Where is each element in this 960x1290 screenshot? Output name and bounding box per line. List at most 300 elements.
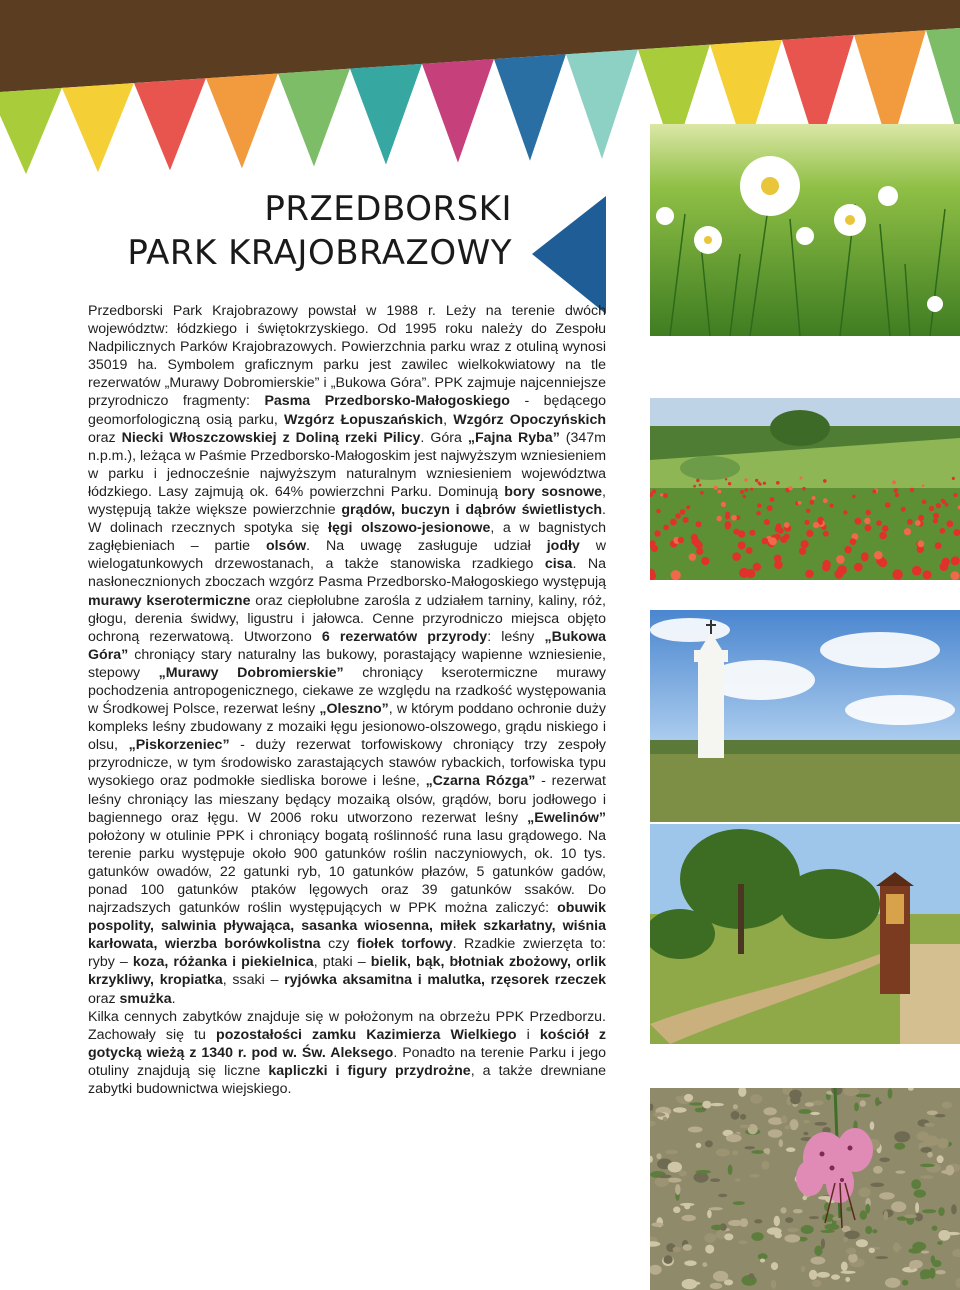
poppy-dot	[767, 505, 773, 511]
gravel-stone	[942, 1102, 952, 1109]
poppy-dot	[804, 520, 809, 525]
gravel-stone	[740, 1218, 748, 1227]
poppy-dot	[834, 570, 843, 579]
gravel-stone	[704, 1233, 716, 1243]
gravel-stone	[716, 1149, 730, 1157]
gravel-stone	[924, 1123, 935, 1127]
gravel-stone	[946, 1165, 955, 1176]
gravel-stone	[860, 1210, 867, 1220]
gravel-stone	[902, 1280, 908, 1286]
gravel-stone	[710, 1283, 722, 1289]
text-run: . Ponadto na terenie Parku i jego otuliny znajdują się liczne	[88, 1044, 606, 1079]
bold-text-run: cisa	[544, 556, 573, 573]
poppy-dot	[689, 553, 697, 561]
poppy-dot	[941, 499, 945, 503]
gravel-stone	[843, 1237, 848, 1242]
gravel-stone	[798, 1109, 811, 1114]
gravel-stone	[879, 1158, 890, 1163]
gravel-stone	[917, 1131, 929, 1140]
gravel-stone	[937, 1241, 942, 1245]
gravel-stone	[664, 1255, 673, 1264]
gravel-stone	[655, 1177, 669, 1187]
gravel-stone	[932, 1226, 938, 1231]
gravel-stone	[733, 1104, 738, 1109]
bold-text-run: Pasma Przedborsko-Małogoskiego	[264, 393, 510, 410]
gravel-stone	[735, 1178, 741, 1181]
poppy-dot	[721, 502, 726, 507]
gravel-stone	[877, 1101, 882, 1104]
text-run: chroniący stary naturalny las bukowy, porastający wapienne wzniesienie, stepowy	[88, 646, 606, 681]
gravel-stone	[848, 1253, 858, 1262]
poppy-dot	[801, 540, 809, 548]
poppy-dot	[654, 530, 660, 536]
poppy-dot	[701, 557, 709, 565]
text-run: - będącego geomorfologiczną osią parku,	[88, 393, 606, 428]
gravel-stone	[744, 1146, 755, 1149]
poppy-dot	[738, 541, 746, 549]
poppy-dot	[784, 522, 790, 528]
gravel-stone	[860, 1100, 866, 1107]
bold-text-run: jodły	[546, 538, 580, 555]
gravel-stone	[817, 1272, 830, 1278]
bold-text-run: „Ewelinów”	[527, 809, 606, 826]
gravel-stone	[673, 1247, 681, 1253]
gravel-stone	[856, 1094, 871, 1098]
poppy-dot	[910, 488, 914, 492]
gravel-stone	[689, 1102, 704, 1105]
gravel-stone	[935, 1270, 946, 1274]
gravel-stone	[920, 1175, 933, 1179]
poppy-dot	[942, 558, 950, 566]
text-run: . W dolinach rzecznych spotyka się	[88, 502, 606, 537]
poppy-dot	[714, 486, 718, 490]
gravel-stone	[718, 1194, 727, 1197]
poppy-dot	[743, 495, 746, 498]
gravel-stone	[763, 1107, 776, 1115]
text-run: (347m n.p.m.), leżąca w Paśmie Przedborsko-Małogoskim jest najwyższym wzniesieniem w parku i jednocześnie najwyższym naturalnym wzniesieniem województwa łódzkiego. Lasy zajmują ok. 64% powierzchni Parku. Dominują	[88, 429, 607, 500]
poppy-dot	[843, 510, 847, 514]
poppy-dot	[933, 513, 939, 519]
poppy-dot	[718, 490, 722, 494]
gravel-stone	[893, 1242, 900, 1252]
gravel-stone	[754, 1219, 762, 1223]
gravel-stone	[667, 1178, 682, 1183]
bold-text-run: ryjówka aksamitna i malutka, rzęsorek rzeczek	[284, 972, 606, 989]
poppy-dot	[799, 548, 806, 555]
text-run: , a w bagnistych zagłębieniach – partie	[88, 520, 606, 555]
poppy-dot	[802, 487, 806, 491]
poppy-dot	[806, 509, 810, 513]
text-run: - duży rezerwat torfowiskowy chroniący trzy zespoły przyrodnicze, w tym środowisko zarastających stawów rybackich, torfowiska typu wysokiego oraz podmokłe siedliska borowe i leśne,	[88, 737, 606, 790]
gravel-stone	[668, 1162, 682, 1173]
gravel-stone	[785, 1125, 791, 1130]
gravel-stone	[673, 1207, 680, 1214]
poppy-dot	[874, 551, 883, 560]
poppy-dot	[762, 538, 769, 545]
poppy-dot	[951, 556, 960, 565]
text-run: . Góra	[420, 429, 468, 446]
gravel-stone	[927, 1111, 938, 1116]
text-run: , występują także większe powierzchnie	[88, 483, 606, 519]
gravel-stone	[812, 1280, 822, 1287]
gravel-stone	[894, 1131, 910, 1142]
poppy-dot	[763, 482, 766, 485]
poppy-dot	[885, 502, 891, 508]
gravel-stone	[702, 1262, 707, 1267]
gravel-stone	[856, 1239, 868, 1247]
poppy-dot	[678, 537, 684, 543]
poppy-dot	[806, 530, 813, 537]
poppy-dot	[758, 482, 761, 485]
gravel-stone	[831, 1274, 840, 1279]
gravel-stone	[705, 1140, 713, 1147]
poppy-dot	[750, 488, 753, 491]
poppy-dot	[813, 522, 819, 528]
gravel-stone	[771, 1280, 777, 1289]
gravel-stone	[810, 1112, 820, 1115]
poppy-dot	[675, 513, 681, 519]
poppy-dot	[923, 570, 932, 579]
poppy-dot	[872, 489, 876, 493]
poppy-dot	[866, 510, 871, 515]
blue-pointer-triangle	[530, 196, 610, 316]
text-run: oraz ciepłolubne zarośla z udziałem tarniny, kaliny, róż, głogu, derenia świdwy, ligustru i jałowca. Cenne przyrodniczo miejsca objęto ochroną rezerwatową. Utworzono	[88, 592, 606, 645]
poppy-dot	[901, 507, 906, 512]
poppy-dot	[780, 536, 787, 543]
text-run: . Na uwagę zasługuje udział	[306, 538, 547, 555]
poppy-dot	[892, 480, 896, 484]
poppy-dot	[769, 537, 777, 545]
gravel-stone	[793, 1209, 803, 1213]
poppy-dot	[700, 491, 704, 495]
poppy-dot	[732, 552, 741, 561]
gravel-stone	[726, 1134, 742, 1142]
gravel-stone	[935, 1114, 946, 1117]
bold-text-run: 6 rezerwatów przyrody	[321, 628, 488, 645]
gravel-stone	[749, 1174, 760, 1178]
gravel-stone	[682, 1244, 692, 1251]
bold-text-run: Wzgórz Łopuszańskich	[283, 411, 444, 428]
poppy-dot	[746, 547, 753, 554]
poppy-dot	[800, 477, 803, 480]
bold-text-run: obuwik pospolity, salwinia pływająca, sasanka wiosenna, miłek szkarłatny, wiśnia karłowata, wierzba borówkolistna	[88, 900, 606, 953]
gravel-stone	[711, 1225, 723, 1231]
gravel-stone	[696, 1170, 711, 1174]
gravel-stone	[911, 1179, 921, 1189]
gravel-stone	[821, 1230, 835, 1233]
text-run: , ssaki –	[222, 972, 285, 989]
page-title-line-2: PARK KRAJOBRAZOWY	[127, 233, 512, 273]
gravel-stone	[779, 1139, 783, 1147]
gravel-stone	[870, 1183, 884, 1187]
poppy-dot	[660, 493, 663, 496]
gravel-stone	[728, 1165, 733, 1176]
poppy-dot	[756, 511, 761, 516]
poppy-dot	[809, 500, 814, 505]
bold-text-run: bielik, bąk, błotniak zbożowy, orlik krzykliwy, kropiatka	[88, 954, 606, 989]
gravel-stone	[707, 1210, 712, 1218]
poppy-dot	[952, 477, 955, 480]
poppy-dot	[749, 530, 755, 536]
gravel-stone	[790, 1119, 799, 1130]
text-run: ,	[443, 411, 454, 428]
bold-text-run: olsów	[265, 538, 307, 555]
gravel-stone	[809, 1216, 819, 1219]
poppy-dot	[731, 515, 737, 521]
poppy-dot	[876, 520, 882, 526]
gravel-stone	[805, 1102, 814, 1107]
gravel-stone	[733, 1201, 745, 1205]
bold-text-run: „Fajna Ryba”	[467, 429, 560, 446]
gravel-stone	[895, 1171, 905, 1174]
poppy-dot	[922, 500, 927, 505]
poppy-dot	[691, 537, 699, 545]
poppy-dot	[946, 520, 953, 527]
bold-text-run: „Czarna Rózga”	[425, 773, 536, 790]
gravel-stone	[938, 1207, 944, 1216]
gravel-stone	[891, 1201, 906, 1212]
poppy-dot	[739, 568, 749, 578]
bold-text-run: smużka	[119, 990, 172, 1007]
gravel-stone	[846, 1248, 856, 1255]
poppy-dot	[775, 526, 782, 533]
gravel-stone	[749, 1273, 755, 1279]
gravel-stone	[691, 1282, 701, 1285]
poppy-dot	[757, 503, 761, 507]
gravel-stone	[740, 1114, 746, 1120]
gravel-stone	[713, 1271, 728, 1282]
poppy-dot	[753, 563, 761, 571]
gravel-stone	[705, 1245, 714, 1254]
poppy-dot	[670, 519, 677, 526]
poppy-dot	[850, 538, 857, 545]
poppy-dot	[671, 570, 681, 580]
gravel-stone	[731, 1111, 740, 1120]
roadside-shrine-photo	[650, 824, 960, 1044]
bold-text-run: kapliczki i figury przydrożne	[268, 1062, 471, 1079]
gravel-stone	[710, 1103, 724, 1106]
gravel-stone	[922, 1209, 936, 1213]
poppy-dot	[892, 569, 902, 579]
poppy-dot	[829, 504, 833, 508]
gravel-stone	[657, 1175, 672, 1179]
gravel-stone	[841, 1271, 856, 1274]
poppy-dot	[912, 566, 922, 576]
gravel-stone	[684, 1204, 690, 1210]
text-run: , w którym poddano ochronie duży kompleks leśny zbudowany z mozaiki łęgu jesionowo-olszowego, grądu niskiego i olsu,	[88, 701, 606, 754]
poppy-dot	[696, 548, 703, 555]
bold-text-run: Niecki Włoszczowskiej z Doliną rzeki Pilicy	[121, 429, 421, 446]
poppy-dot	[940, 528, 946, 534]
gravel-stone	[656, 1153, 661, 1159]
gravel-stone	[786, 1147, 796, 1152]
gravel-stone	[879, 1192, 895, 1199]
poppy-dot	[823, 479, 827, 483]
poppy-dot	[822, 560, 830, 568]
bold-text-run: Wzgórz Opoczyńskich	[453, 411, 606, 428]
poppy-dot	[918, 540, 925, 547]
gravel-stone	[938, 1230, 950, 1241]
gravel-stone	[682, 1215, 696, 1221]
poppy-dot	[823, 531, 829, 537]
text-run: i	[516, 1026, 540, 1043]
gravel-stone	[904, 1214, 917, 1218]
gravel-stone	[781, 1115, 787, 1123]
text-run: chroniący kserotermiczne murawy pochodzenia antropogenicznego, ciekawe ze względu na rzadkość występowania w Środkowej Polsce, rezerwat leśny	[88, 664, 606, 718]
page-title-line-1: PRZEDBORSKI	[264, 189, 512, 229]
gravel-stone	[927, 1152, 933, 1158]
poppy-dot	[740, 490, 744, 494]
text-run: oraz	[88, 429, 122, 446]
gravel-stone	[665, 1150, 678, 1155]
gravel-stone	[710, 1178, 720, 1182]
bold-text-run: „Murawy Dobromierskie”	[158, 664, 344, 681]
text-run: . Rzadkie zwierzęta to: ryby –	[88, 936, 606, 971]
poppy-dot	[861, 554, 869, 562]
gravel-stone	[684, 1260, 696, 1266]
gravel-stone	[785, 1217, 793, 1223]
bold-text-run: kościół z gotycką wieżą z 1340 r. pod w. Św. Aleksego	[88, 1026, 606, 1061]
poppy-dot	[852, 495, 856, 499]
poppy-dot	[663, 525, 669, 531]
gravel-stone	[696, 1143, 702, 1148]
gravel-stone	[854, 1102, 859, 1111]
gravel-stone	[845, 1277, 850, 1282]
poppy-dot	[864, 518, 870, 524]
poppy-dot	[680, 509, 686, 515]
poppy-dot	[904, 528, 911, 535]
text-run: : leśny	[487, 628, 545, 645]
gravel-stone	[738, 1240, 747, 1244]
gravel-stone	[673, 1107, 687, 1112]
text-run: Przedborski Park Krajobrazowy powstał w 1988 r. Leży na terenie dwóch województw: łódzkiego i świętokrzyskiego. Od 1995 roku należy do Zespołu Nadpilicznych Parków Krajobrazowych. Powierzchnia parku wraz z otuliną wynosi 35019 ha. Symbolem graficznym parku jest zawilec wielkokwiatowy na tle rezerwatów „Murawy Dobromierskie” i „Bukowa Góra”. PPK zajmuje najcenniejsze przyrodniczo fragmenty:	[88, 303, 606, 410]
poppy-dot	[725, 512, 730, 517]
gravel-stone	[824, 1224, 839, 1231]
poppy-dot	[929, 506, 934, 511]
text-run: - rezerwat leśny chroniący las mieszany będący mozaiką olsów, grądów, boru jodłowego i bagiennego oraz łęgu. W 2006 roku utworzono rezerwat leśny	[88, 773, 607, 826]
gravel-stone	[760, 1259, 765, 1263]
poppy-dot	[764, 519, 770, 525]
bold-text-run: murawy kserotermiczne	[88, 592, 251, 609]
gravel-stone	[801, 1266, 805, 1272]
poppy-dot	[755, 479, 758, 482]
poppy-dot	[663, 493, 668, 498]
poppy-dot	[699, 484, 702, 487]
gravel-stone	[870, 1121, 875, 1130]
poppy-dot	[865, 524, 872, 531]
gravel-stone	[921, 1251, 929, 1254]
poppy-dot	[776, 481, 780, 485]
gravel-stone	[841, 1262, 848, 1272]
gravel-stone	[774, 1232, 782, 1238]
poppy-dot	[725, 521, 732, 528]
poppy-dot	[933, 518, 938, 523]
article-paragraph-2	[88, 1008, 606, 1098]
gravel-stone	[768, 1129, 783, 1138]
poppy-dot	[744, 478, 747, 481]
poppy-dot	[823, 498, 828, 503]
bold-text-run: „Bukowa Góra”	[88, 628, 607, 663]
gravel-stone	[821, 1239, 825, 1249]
poppy-dot	[950, 571, 959, 580]
poppy-dot	[936, 503, 941, 508]
poppy-dot	[789, 486, 793, 490]
poppy-dot	[656, 509, 660, 513]
article-paragraph-1	[88, 302, 606, 1008]
gravel-stone	[869, 1248, 875, 1253]
poppy-dot	[836, 555, 845, 564]
gravel-stone	[873, 1166, 883, 1174]
gravel-stone	[684, 1094, 693, 1102]
bold-text-run: grądów, buczyn i dąbrów świetlistych	[341, 502, 603, 519]
poppy-dot	[728, 482, 731, 485]
gravel-stone	[732, 1150, 738, 1155]
text-run: oraz	[88, 990, 120, 1007]
poppy-dot	[725, 478, 727, 480]
gravel-stone	[920, 1164, 935, 1168]
gravel-stone	[814, 1246, 822, 1257]
poppy-dot	[915, 520, 921, 526]
bold-text-run: łęgi olszowo-jesionowe	[328, 520, 491, 537]
gravel-stone	[750, 1094, 762, 1104]
gravel-stone	[688, 1127, 703, 1133]
gravel-stone	[751, 1232, 763, 1241]
gravel-stone	[653, 1112, 666, 1116]
poppy-dot	[907, 519, 913, 525]
white-tower-photo	[650, 610, 960, 822]
poppy-dot	[805, 570, 813, 578]
gravel-stone	[809, 1270, 817, 1280]
gravel-stone	[915, 1202, 919, 1213]
gravel-stone	[858, 1187, 870, 1197]
poppy-dot	[844, 546, 851, 553]
text-run: . Na nasłonecznionych zboczach wzgórz Pasma Przedborsko-Małogoskiego występują	[88, 556, 606, 591]
poppy-dot	[854, 563, 863, 572]
poppy-dot	[770, 497, 775, 502]
gravel-stone	[801, 1225, 814, 1234]
gravel-stone	[894, 1143, 905, 1150]
gravel-stone	[802, 1196, 807, 1200]
bold-text-run: bory sosnowe	[504, 483, 603, 500]
gravel-stone	[702, 1101, 711, 1109]
poppy-dot	[855, 518, 862, 525]
poppy-dot	[954, 493, 958, 497]
bold-text-run: pozostałości zamku Kazimierza Wielkiego	[216, 1026, 517, 1043]
gravel-stone	[920, 1269, 932, 1279]
poppy-dot	[798, 501, 802, 505]
poppy-dot	[693, 485, 696, 488]
gravel-stone	[764, 1148, 769, 1153]
gravel-stone	[888, 1088, 893, 1099]
poppy-dot	[918, 515, 924, 521]
bold-text-run: „Oleszno”	[319, 701, 389, 718]
gravel-stone	[676, 1096, 681, 1101]
gravel-stone	[910, 1260, 923, 1269]
gravel-stone	[679, 1170, 687, 1176]
poppy-dot	[774, 560, 783, 569]
poppy-dot	[696, 521, 702, 527]
text-run: , ptaki –	[313, 954, 371, 971]
gravel-stone	[709, 1207, 723, 1210]
poppy-dot	[895, 493, 899, 497]
article-body	[88, 302, 606, 1098]
gravel-stone	[651, 1223, 663, 1227]
poppy-dot	[882, 525, 889, 532]
poppy-dot	[738, 530, 745, 537]
poppy-dot	[894, 488, 899, 493]
poppy-dot	[935, 542, 942, 549]
gravel-stone	[814, 1122, 827, 1126]
